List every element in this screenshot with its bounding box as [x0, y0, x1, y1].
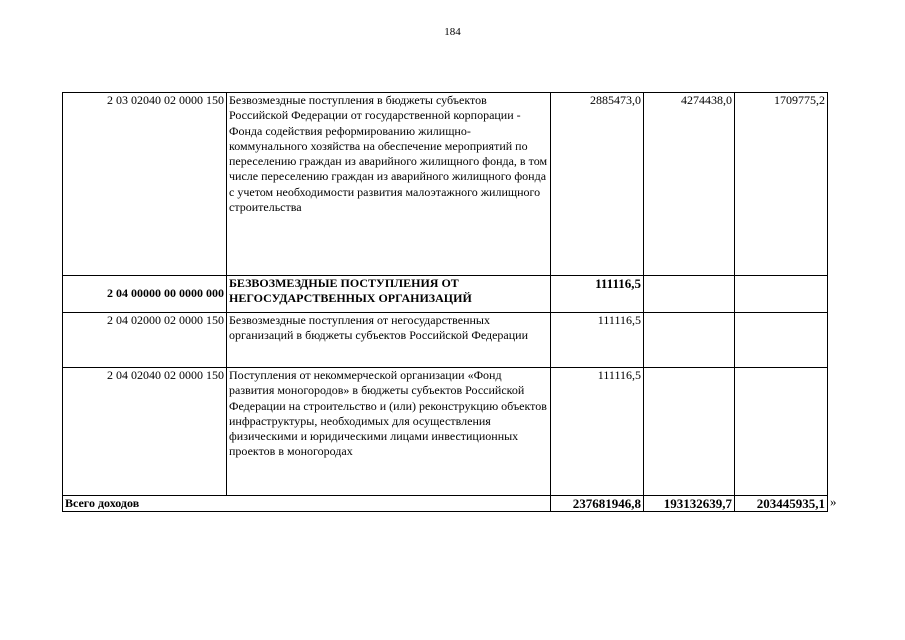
budget-code: 2 04 02040 02 0000 150 — [63, 368, 227, 496]
amount-year-1: 111116,5 — [551, 368, 644, 496]
table-row — [63, 368, 828, 496]
amount-year-3 — [735, 313, 828, 368]
table-row — [63, 93, 828, 276]
budget-code: 2 04 02000 02 0000 150 — [63, 313, 227, 368]
amount-year-1: 2885473,0 — [551, 93, 644, 276]
revenue-description: Безвозмездные поступления от негосударственных организаций в бюджеты субъектов Российской Федерации — [227, 313, 551, 368]
amount-year-2 — [644, 368, 735, 496]
amount-year-3 — [735, 368, 828, 496]
amount-year-2 — [644, 276, 735, 313]
total-row — [63, 496, 828, 512]
total-label: Всего доходов — [63, 496, 551, 512]
amount-year-2: 4274438,0 — [644, 93, 735, 276]
revenue-table — [62, 92, 828, 512]
amount-year-2 — [644, 313, 735, 368]
table-row — [63, 313, 828, 368]
amount-year-1: 111116,5 — [551, 313, 644, 368]
revenue-description: Безвозмездные поступления в бюджеты субъектов Российской Федерации от государственной корпорации - Фонда содействия реформированию жилищно-коммунального хозяйства на обеспечение мероприятий по переселению граждан из аварийного жилищного фонда, в том числе переселению граждан из аварийного жилищного фонда с учетом необходимости развития малоэтажного жилищного строительства — [227, 93, 551, 276]
amount-year-3: 1709775,2 — [735, 93, 828, 276]
closing-quote-mark: » — [830, 494, 837, 509]
budget-code: 2 03 02040 02 0000 150 — [63, 93, 227, 276]
total-year-3: 203445935,1 — [735, 496, 828, 512]
page-number: 184 — [444, 26, 461, 38]
revenue-description: Поступления от некоммерческой организации «Фонд развития моногородов» в бюджеты субъектов Российской Федерации на строительство и (или) реконструкцию объектов инфраструктуры, необходимых для осуществления физическими и юридическими лицами инвестиционных проектов в моногородах — [227, 368, 551, 496]
total-year-2: 193132639,7 — [644, 496, 735, 512]
table-row-section-header — [63, 276, 828, 313]
total-year-1: 237681946,8 — [551, 496, 644, 512]
amount-year-1: 111116,5 — [551, 276, 644, 313]
amount-year-3 — [735, 276, 828, 313]
revenue-description: БЕЗВОЗМЕЗДНЫЕ ПОСТУПЛЕНИЯ ОТ НЕГОСУДАРСТВЕННЫХ ОРГАНИЗАЦИЙ — [227, 276, 551, 313]
budget-code: 2 04 00000 00 0000 000 — [63, 276, 227, 313]
